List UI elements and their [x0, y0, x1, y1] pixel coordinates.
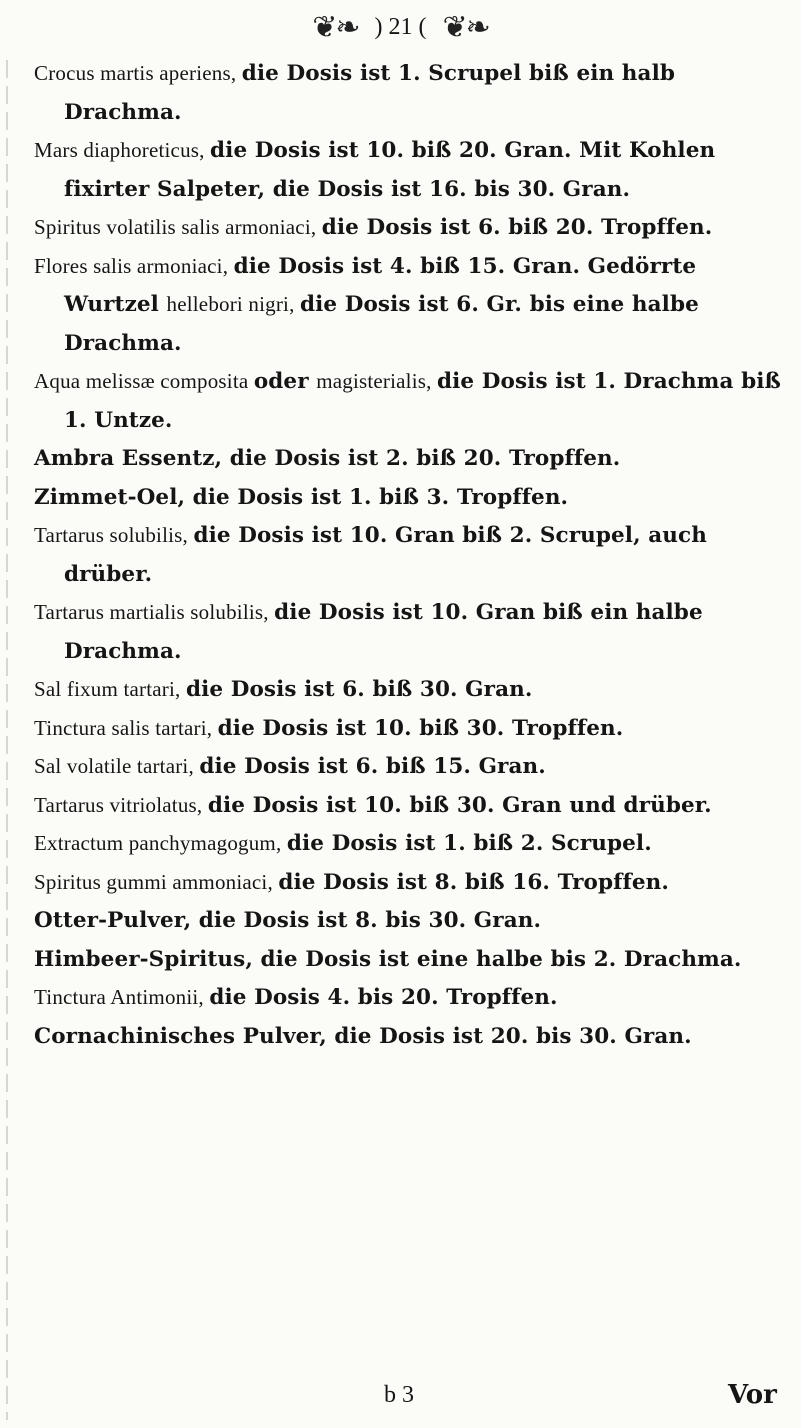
entry: Tinctura Antimonii, die Dosis 4. bis 20. Tropffen.	[34, 985, 558, 1010]
entry: Tinctura salis tartari, die Dosis ist 10. biß 30. Tropffen.	[34, 715, 624, 741]
signature-mark: b 3	[384, 1382, 414, 1408]
entry: Sal fixum tartari, die Dosis ist 6. biß 30. Gran.	[34, 677, 533, 702]
entry: Spiritus volatilis salis armoniaci, die Dosis ist 6. biß 20. Tropffen.	[34, 215, 713, 240]
entry: Mars diaphoreticus, die Dosis ist 10. biß 20. Gran. Mit Kohlen fixirter Salpeter, die Dosis ist 16. bis 30. Gran.	[34, 138, 716, 202]
catchword: Vor	[728, 1380, 777, 1410]
entry: Zimmet-Oel, die Dosis ist 1. biß 3. Tropffen.	[34, 484, 569, 510]
entry: Extractum panchymagogum, die Dosis ist 1. biß 2. Scrupel.	[34, 831, 652, 856]
page-header	[0, 4, 801, 50]
page-edge	[6, 60, 8, 1420]
entry: Tartarus vitriolatus, die Dosis ist 10. biß 30. Gran und drüber.	[34, 792, 712, 818]
entry: Spiritus gummi ammoniaci, die Dosis ist 8. biß 16. Tropffen.	[34, 869, 669, 895]
ornament-left: ❦❧	[312, 9, 359, 45]
entry: Tartarus martialis solubilis, die Dosis ist 10. Gran biß ein halbe Drachma.	[34, 600, 703, 664]
ornament-right: ❦❧	[442, 9, 489, 45]
entry: Ambra Essentz, die Dosis ist 2. biß 20. Tropffen.	[34, 446, 621, 471]
entry: Tartarus solubilis, die Dosis ist 10. Gran biß 2. Scrupel, auch drüber.	[34, 523, 707, 587]
entry: Cornachinisches Pulver, die Dosis ist 20. bis 30. Gran.	[34, 1023, 692, 1049]
entry: Himbeer-Spiritus, die Dosis ist eine halbe bis 2. Drachma.	[34, 946, 742, 972]
entry: Flores salis armoniaci, die Dosis ist 4. biß 15. Gran. Gedörrte Wurtzel hellebori nigri, die Dosis ist 6. Gr. bis eine halbe Drachma.	[34, 253, 699, 356]
entry: Sal volatile tartari, die Dosis ist 6. biß 15. Gran.	[34, 754, 546, 779]
entry: Otter-Pulver, die Dosis ist 8. bis 30. Gran.	[34, 908, 542, 933]
page-number: ) 21 (	[374, 13, 427, 40]
entry: Crocus martis aperiens, die Dosis ist 1. Scrupel biß ein halb Drachma.	[34, 61, 675, 125]
entry-list	[34, 54, 794, 1055]
entry: Aqua melissæ composita oder magisterialis, die Dosis ist 1. Drachma biß 1. Untze.	[34, 369, 781, 433]
page-footer	[0, 1382, 801, 1422]
